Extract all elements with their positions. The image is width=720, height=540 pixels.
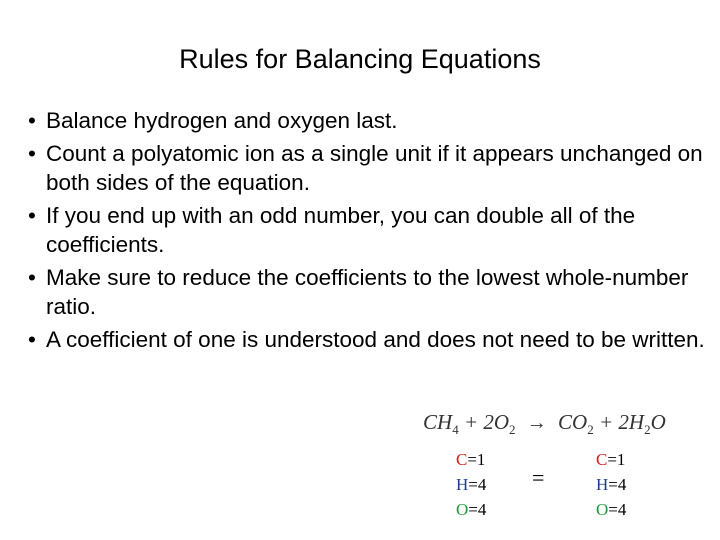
reactant-atom-counts	[456, 447, 486, 522]
reaction-arrow-icon: →	[526, 412, 547, 434]
rule-text: If you end up with an odd number, you can double all of the coefficients.	[46, 202, 636, 257]
product-atom-counts	[596, 447, 626, 522]
chemical-equation	[423, 410, 666, 438]
atom-count-row	[596, 472, 626, 497]
bullet-icon: •	[28, 264, 36, 290]
product-water: + $2H_2O$	[593, 410, 666, 438]
rule-item	[28, 325, 708, 355]
reactant-methane: $CH_4$	[423, 410, 459, 438]
atom-count: =4	[608, 475, 627, 494]
rule-text: Make sure to reduce the coefficients to the lowest whole-number ratio.	[46, 264, 689, 319]
atom-count-row	[456, 497, 486, 522]
slide-title: Rules for Balancing Equations	[179, 44, 541, 74]
atom-count-row	[596, 497, 626, 522]
atom-count: =4	[468, 475, 487, 494]
product-carbon-dioxide: $CO_2$	[558, 410, 594, 438]
atom-symbol: C	[596, 450, 608, 469]
bullet-icon: •	[28, 202, 36, 228]
rule-text: Count a polyatomic ion as a single unit if it appears unchanged on both sides of the equation.	[46, 140, 703, 195]
atom-count: =1	[467, 450, 486, 469]
rule-item	[28, 263, 708, 322]
rule-text: A coefficient of one is understood and does not need to be written.	[46, 326, 705, 352]
atom-count: =4	[468, 500, 487, 519]
atom-count-row	[456, 447, 486, 472]
reactant-oxygen: + $2O_2$	[458, 410, 516, 438]
bullet-icon: •	[28, 140, 36, 166]
rule-text: Balance hydrogen and oxygen last.	[46, 108, 398, 133]
rules-list	[28, 106, 708, 357]
rule-item	[28, 201, 708, 260]
atom-count-row	[596, 447, 626, 472]
atom-symbol: O	[456, 500, 469, 519]
atom-symbol: O	[596, 500, 609, 519]
bullet-icon: •	[28, 326, 36, 352]
atom-symbol: H	[596, 475, 609, 494]
rule-item	[28, 106, 708, 136]
atom-symbol: C	[456, 450, 468, 469]
atom-count-row	[456, 472, 486, 497]
atom-count: =1	[607, 450, 626, 469]
atom-count: =4	[608, 500, 627, 519]
atom-symbol: H	[456, 475, 469, 494]
rule-item	[28, 139, 708, 198]
balance-equals-sign: =	[532, 465, 545, 490]
bullet-icon: •	[28, 108, 36, 133]
